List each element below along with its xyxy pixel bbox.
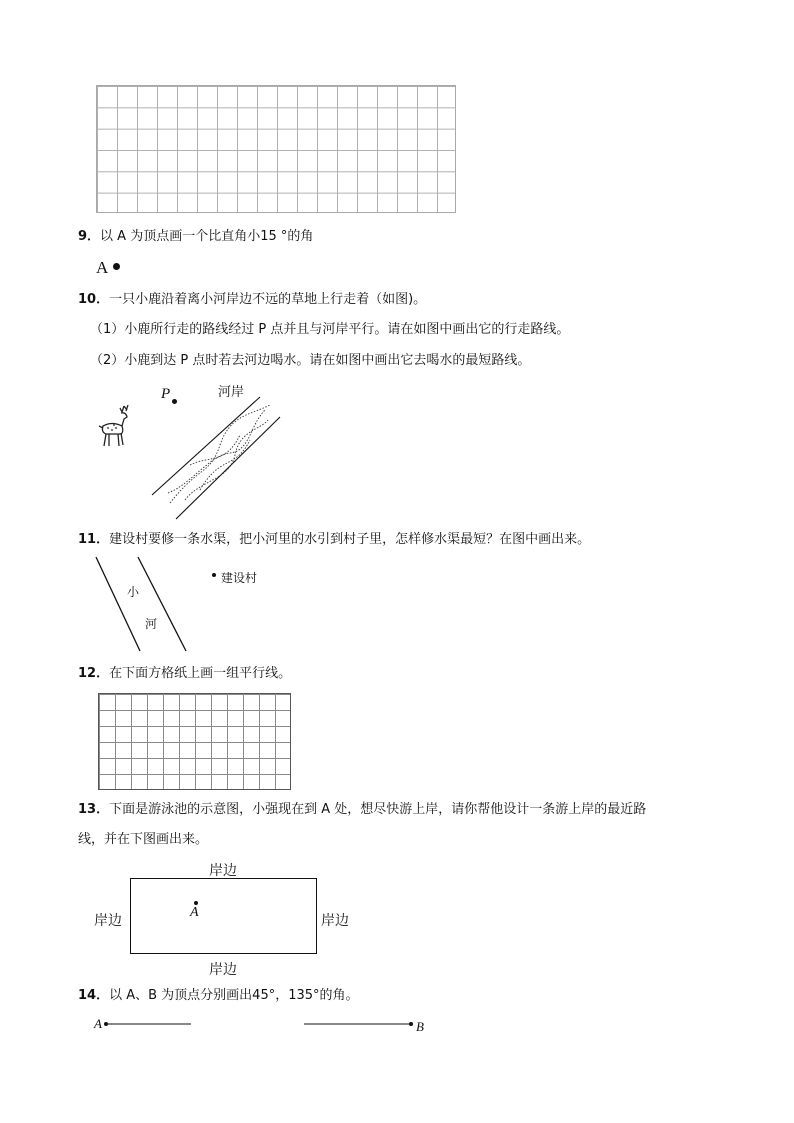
q9-point-a-label: A — [96, 258, 109, 277]
pool-top-bank-label: 岸边 — [209, 863, 237, 879]
pool-right-bank-label: 岸边 — [321, 913, 349, 929]
question-10-sub-2: （2）小鹿到达 P 点时若去河边喝水。请在如图中画出它去喝水的最短路线。 — [90, 353, 531, 368]
question-9-number: 9． — [78, 229, 101, 244]
q10-point-p-label: P — [161, 386, 171, 402]
village-label: 建设村 — [221, 571, 258, 585]
q14-ray-b[interactable] — [303, 1020, 415, 1028]
small-river-diagram — [90, 553, 200, 658]
top-grid-paper[interactable] — [96, 85, 456, 213]
question-11 — [78, 531, 590, 549]
question-10 — [78, 291, 426, 309]
village-dot[interactable] — [212, 573, 216, 577]
river-bank-lower[interactable] — [176, 417, 280, 519]
question-14-number: 14． — [78, 988, 110, 1003]
river-char-river: 河 — [145, 617, 158, 631]
pool-bottom-bank-label: 岸边 — [209, 962, 237, 978]
q12-grid-paper[interactable] — [98, 693, 291, 790]
question-13-number: 13． — [78, 802, 110, 817]
question-13-line-1 — [78, 801, 646, 819]
question-9 — [78, 228, 313, 246]
pool-left-bank-label: 岸边 — [94, 913, 122, 929]
question-12-number: 12． — [78, 666, 110, 681]
small-river-bank-left[interactable] — [96, 557, 140, 651]
question-12 — [78, 665, 291, 683]
question-14 — [78, 987, 359, 1005]
q14-point-a-label: A — [94, 1016, 102, 1031]
pool-point-a-label: A — [190, 905, 199, 920]
question-10-sub-1: （1）小鹿所行走的路线经过 P 点并且与河岸平行。请在如图中画出它的行走路线。 — [90, 322, 570, 337]
pool-rectangle[interactable] — [130, 878, 317, 954]
q14-point-b-label: B — [416, 1019, 424, 1034]
question-12-text: 在下面方格纸上画一组平行线。 — [109, 666, 292, 681]
question-11-text: 建设村要修一条水渠，把小河里的水引到村子里，怎样修水渠最短？在图中画出来。 — [109, 532, 591, 547]
q14-ray-a[interactable] — [104, 1020, 194, 1028]
river-bank-label: 河岸 — [218, 385, 245, 400]
question-13-text-1: 下面是游泳池的示意图，小强现在到 A 处，想尽快游上岸，请你帮他设计一条游上岸的最近路 — [109, 802, 647, 817]
river-diagram — [140, 385, 290, 525]
deer-icon — [94, 402, 134, 450]
q9-point-a-dot[interactable] — [113, 263, 120, 270]
question-13-line-2: 线，并在下图画出来。 — [78, 832, 209, 847]
small-river-bank-right[interactable] — [138, 557, 186, 651]
question-10-number: 10． — [78, 292, 110, 307]
river-char-small: 小 — [127, 585, 140, 599]
question-10-text: 一只小鹿沿着离小河岸边不远的草地上行走着（如图)。 — [109, 292, 427, 307]
question-11-number: 11． — [78, 532, 110, 547]
question-14-text: 以 A、B 为顶点分别画出45°，135°的角。 — [109, 988, 359, 1003]
question-9-text: 以 A 为顶点画一个比直角小15 °的角 — [100, 229, 314, 244]
